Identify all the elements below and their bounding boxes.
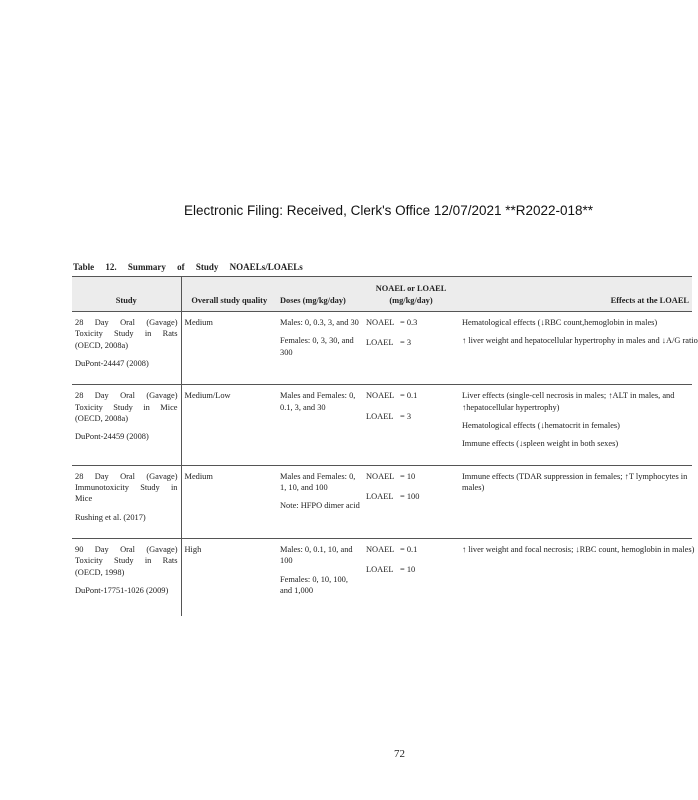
header-quality: Overall study quality xyxy=(181,277,277,312)
table-caption: Table 12. Summary of Study NOAELs/LOAELs xyxy=(73,262,303,272)
noael-label: NOAEL xyxy=(366,391,395,401)
study-ref: DuPont-24447 (2008) xyxy=(75,359,149,369)
header-study: Study xyxy=(72,277,181,312)
loael-value: = 100 xyxy=(400,492,420,502)
noael-label: NOAEL xyxy=(366,471,395,481)
noael-value: = 10 xyxy=(400,471,416,481)
loael-value: = 3 xyxy=(400,411,412,421)
study-quality: High xyxy=(184,545,202,555)
electronic-filing-header: Electronic Filing: Received, Clerk's Office 12/07/2021 **R2022-018** xyxy=(184,203,594,218)
study-name: 90 Day Oral (Gavage) Toxicity Study in Rats (OECD, 1998) xyxy=(75,545,178,577)
loael-value: = 3 xyxy=(400,338,412,348)
loael-label: LOAEL xyxy=(366,411,394,421)
header-doses: Doses (mg/kg/day) xyxy=(277,277,363,312)
effects-line: Hematological effects (↓RBC count,hemoglobin in males) xyxy=(462,318,658,327)
noael-entry xyxy=(366,471,456,482)
loael-label: LOAEL xyxy=(366,565,394,575)
noael-entry xyxy=(366,390,456,401)
loael-value: = 10 xyxy=(400,565,416,575)
page-number: 72 xyxy=(394,748,405,760)
loael-label: LOAEL xyxy=(366,338,394,348)
doses-line: Males and Females: 0, 1, 10, and 100 xyxy=(280,471,356,493)
study-ref: Rushing et al. (2017) xyxy=(75,512,146,522)
noael-entry xyxy=(366,317,456,328)
doses-line: Note: HFPO dimer acid xyxy=(280,501,360,511)
noael-value: = 0.1 xyxy=(400,545,418,555)
effects-line: ↑ liver weight and focal necrosis; ↓RBC count, hemoglobin in males) xyxy=(462,545,695,555)
doses-line: Males and Females: 0, 0.1, 3, and 30 xyxy=(280,391,356,412)
study-quality: Medium xyxy=(181,312,277,385)
effects-line: Hematological effects (↓hematocrit in females) xyxy=(462,421,620,431)
table-row xyxy=(72,465,692,538)
header-noael-loael: NOAEL or LOAEL (mg/kg/day) xyxy=(363,277,459,312)
loael-label: LOAEL xyxy=(366,492,394,502)
loael-entry xyxy=(366,491,456,502)
study-name: 28 Day Oral (Gavage) Toxicity Study in Rats (OECD, 2008a) xyxy=(75,318,178,350)
noael-label: NOAEL xyxy=(366,318,395,327)
loael-entry xyxy=(366,411,456,422)
study-ref: DuPont-24459 (2008) xyxy=(75,432,149,442)
effects-line: Immune effects (TDAR suppression in females; ↑T lymphocytes in males) xyxy=(462,471,688,493)
doses-line: Females: 0, 10, 100, and 1,000 xyxy=(280,574,348,596)
table-header-row xyxy=(72,277,692,312)
noael-label: NOAEL xyxy=(366,545,395,555)
effects-line: Immune effects (↓spleen weight in both sexes) xyxy=(462,439,619,449)
doses-line: Males: 0, 0.1, 10, and 100 xyxy=(280,545,353,566)
study-name: 28 Day Oral (Gavage) Immunotoxicity Study in Mice xyxy=(75,471,178,504)
effects-line: ↑ liver weight and hepatocellular hypertrophy in males and ↓A/G ratio xyxy=(462,336,698,346)
doses-line: Females: 0, 3, 30, and 300 xyxy=(280,336,354,357)
study-ref: DuPont-17751-1026 (2009) xyxy=(75,586,169,596)
table-row xyxy=(72,312,692,385)
study-quality: Medium xyxy=(181,465,277,538)
header-effects: Effects at the LOAEL xyxy=(459,277,692,312)
noael-loael-table xyxy=(72,276,698,631)
loael-entry xyxy=(366,564,456,575)
effects-line: Liver effects (single-cell necrosis in males; ↑ALT in males, and ↑hepatocellular hypertrophy) xyxy=(462,391,675,412)
noael-value: = 0.1 xyxy=(400,391,418,401)
loael-entry xyxy=(366,337,456,348)
table-row xyxy=(72,385,692,465)
table-row xyxy=(72,539,692,616)
study-name: 28 Day Oral (Gavage) Toxicity Study in Mice (OECD, 2008a) xyxy=(75,391,178,424)
study-quality: Medium/Low xyxy=(181,385,277,465)
noael-entry xyxy=(366,544,456,555)
noael-value: = 0.3 xyxy=(400,318,418,327)
doses-line: Males: 0, 0.3, 3, and 30 xyxy=(280,318,359,327)
